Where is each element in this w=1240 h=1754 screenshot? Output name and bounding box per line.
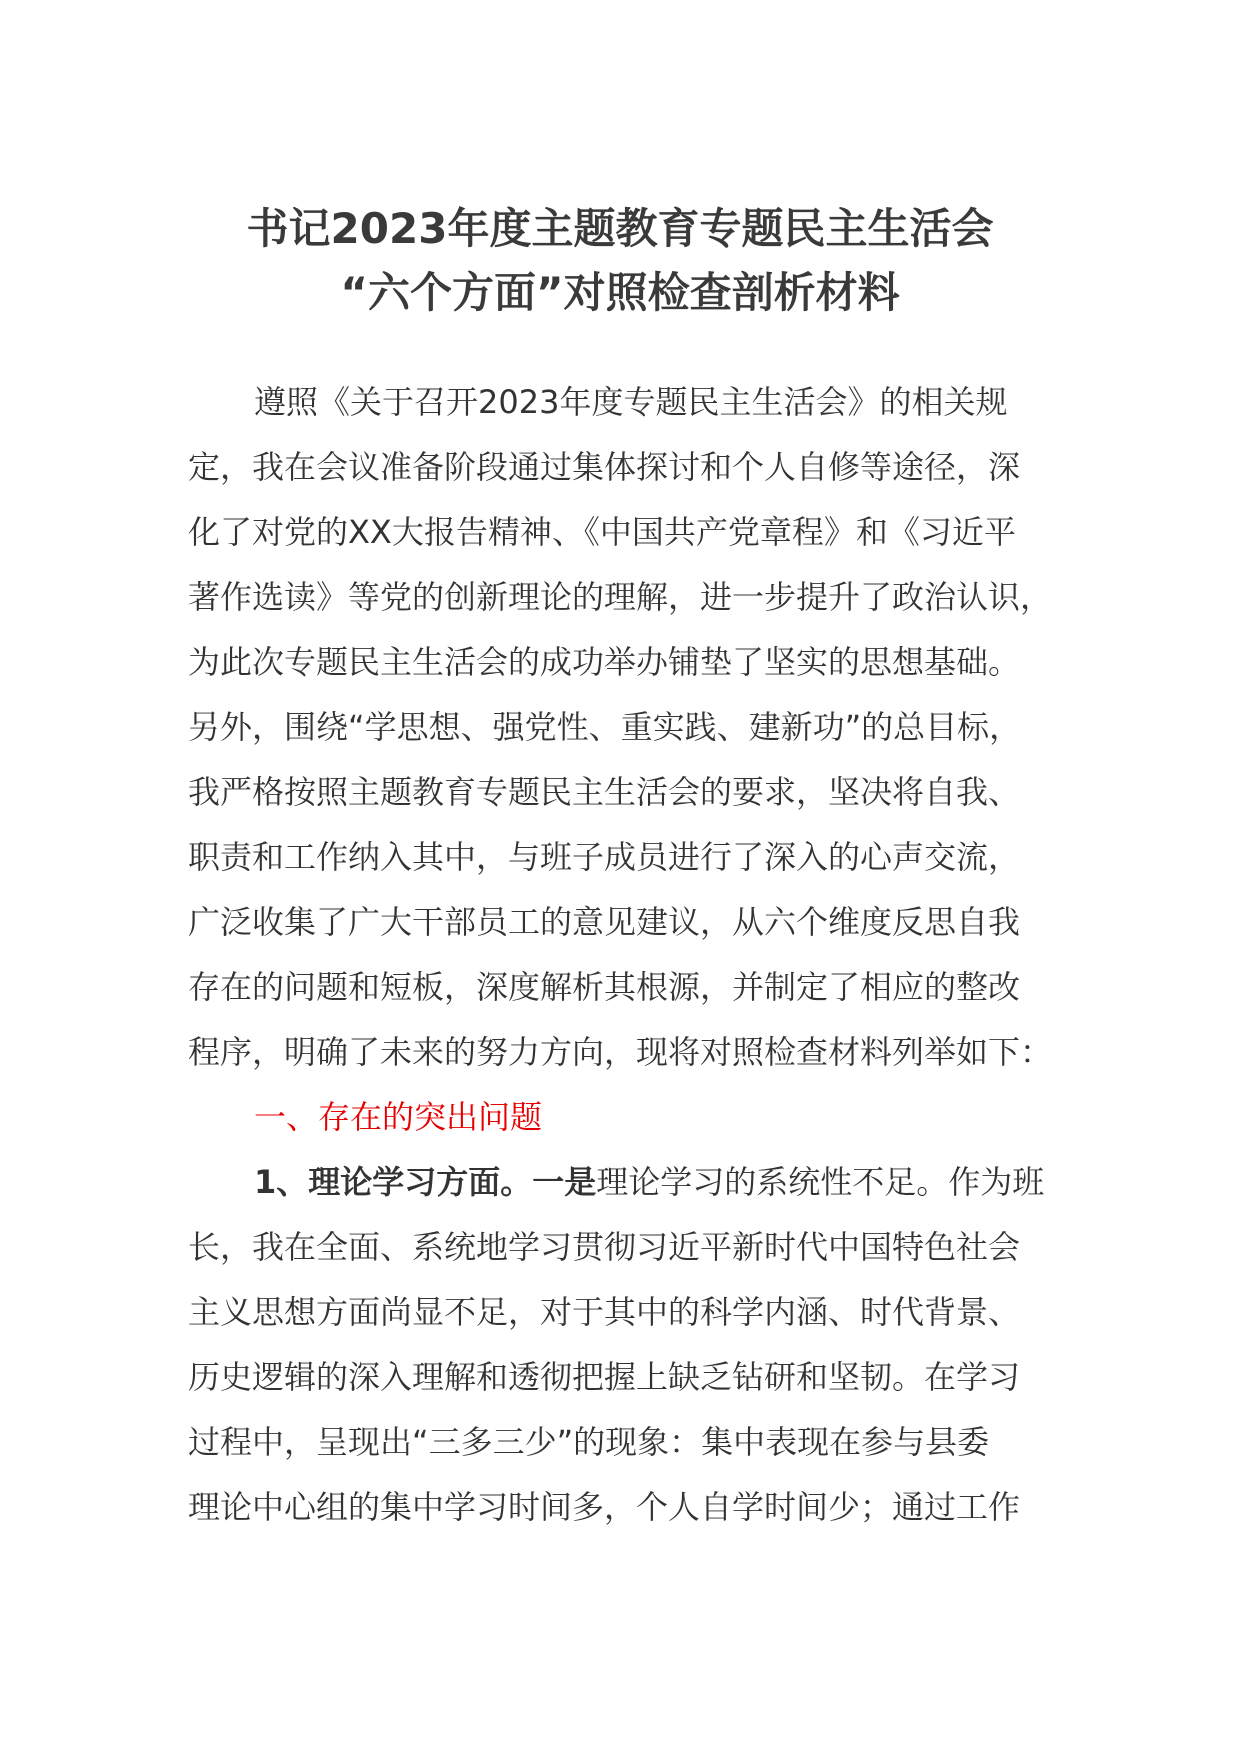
intro-line: 另外，围绕“学思想、强党性、重实践、建新功”的总目标，	[188, 708, 1022, 746]
intro-line: 职责和工作纳入其中，与班子成员进行了深入的心声交流，	[188, 838, 1021, 876]
document-title-line-2: “六个方面”对照检查剖析材料	[340, 268, 900, 317]
intro-line: 定，我在会议准备阶段通过集体探讨和个人自修等途径，深	[188, 448, 1021, 486]
intro-line: 存在的问题和短板，深度解析其根源，并制定了相应的整改	[188, 968, 1021, 1006]
intro-line: 我严格按照主题教育专题民主生活会的要求，坚决将自我、	[188, 773, 1021, 811]
document-body	[188, 370, 1068, 1540]
item-first-line	[188, 1150, 1068, 1215]
intro-line: 著作选读》等党的创新理论的理解，进一步提升了政治认识，	[188, 578, 1053, 616]
section-heading: 一、存在的突出问题	[254, 1098, 543, 1136]
intro-line: 遵照《关于召开2023年度专题民主生活会》的相关规	[254, 383, 1008, 421]
item-heading: 1、理论学习方面。	[254, 1163, 533, 1201]
document-title-line-1: 书记2023年度主题教育专题民主生活会	[246, 204, 994, 253]
item-line: 主义思想方面尚显不足，对于其中的科学内涵、时代背景、	[188, 1293, 1021, 1331]
item-line: 长，我在全面、系统地学习贯彻习近平新时代中国特色社会	[188, 1228, 1021, 1266]
intro-line: 程序，明确了未来的努力方向，现将对照检查材料列举如下：	[188, 1033, 1053, 1071]
intro-line: 化了对党的XX大报告精神、《中国共产党章程》和《习近平	[188, 513, 1016, 551]
item-text: 理论学习的系统性不足。作为班	[596, 1163, 1045, 1201]
intro-line: 为此次专题民主生活会的成功举办铺垫了坚实的思想基础。	[188, 643, 1021, 681]
item-line: 历史逻辑的深入理解和透彻把握上缺乏钻研和坚韧。在学习	[188, 1358, 1021, 1396]
item-line: 过程中，呈现出“三多三少”的现象：集中表现在参与县委	[188, 1423, 990, 1461]
item-marker: 一是	[532, 1163, 597, 1201]
item-line: 理论中心组的集中学习时间多，个人自学时间少；通过工作	[188, 1488, 1021, 1526]
intro-line: 广泛收集了广大干部员工的意见建议，从六个维度反思自我	[188, 903, 1021, 941]
